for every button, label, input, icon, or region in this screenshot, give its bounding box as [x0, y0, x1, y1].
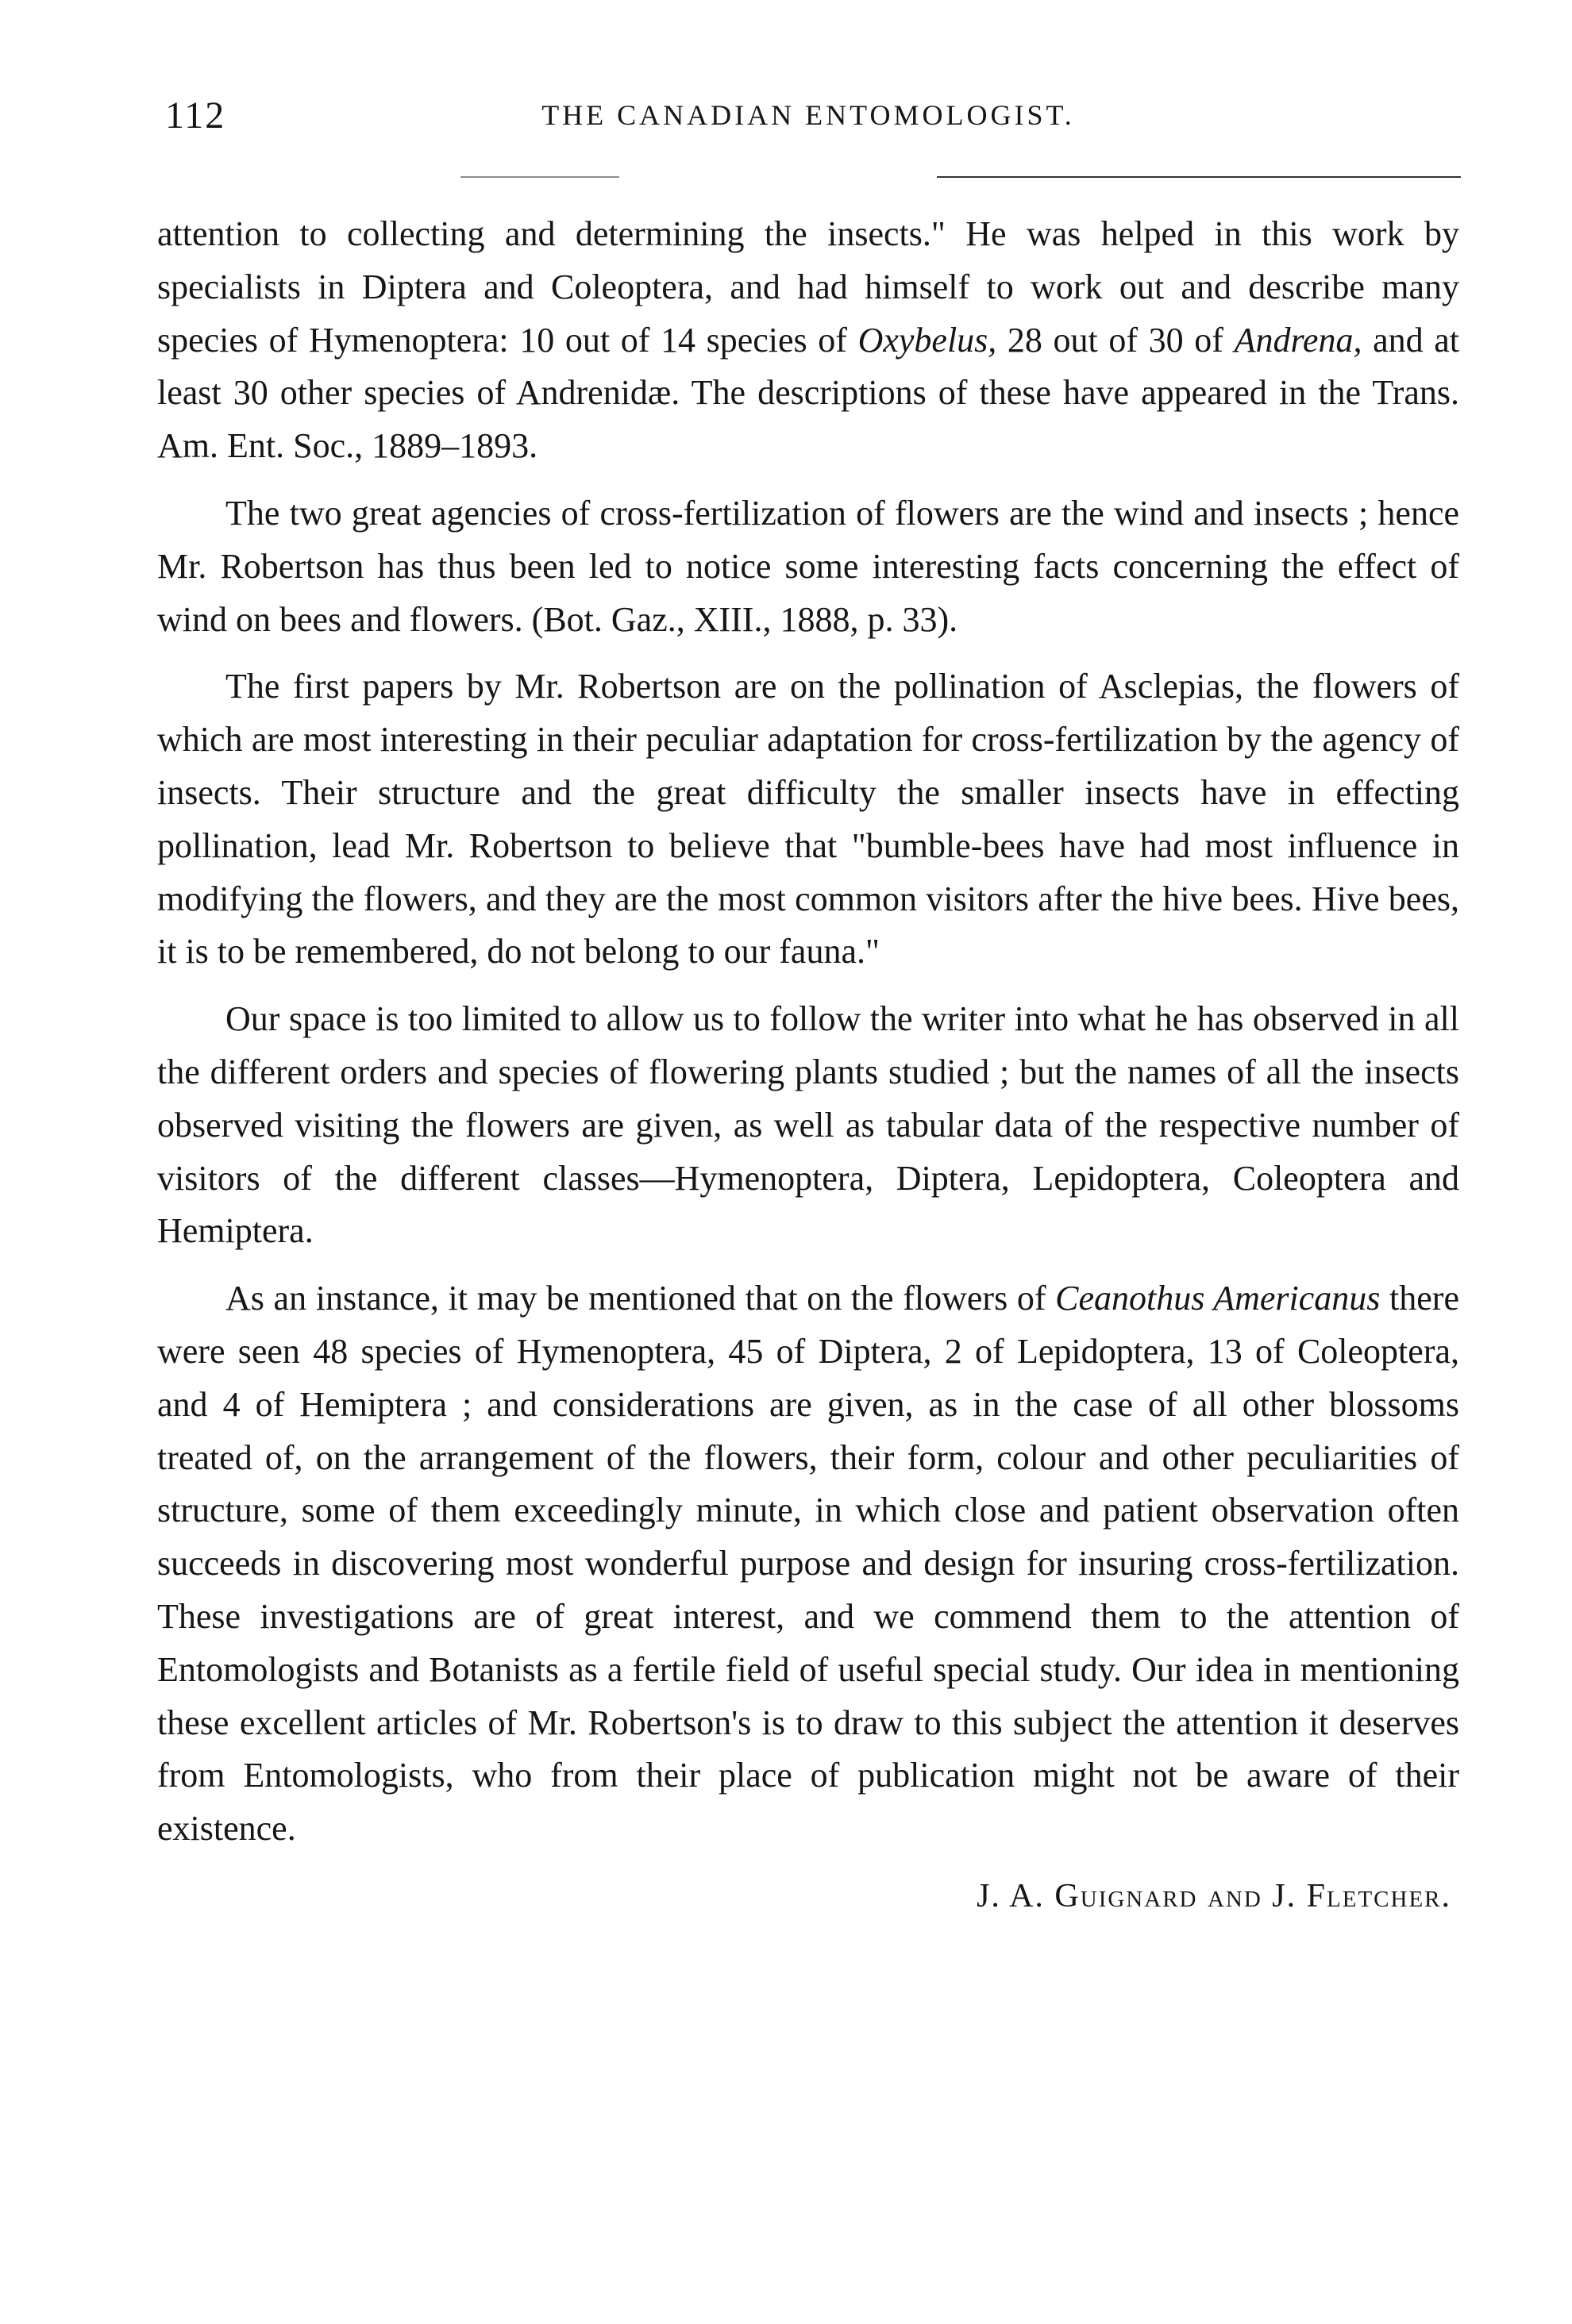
italic-taxon-name: Oxybelus,	[857, 320, 997, 360]
paragraph-text: The first papers by Mr. Robertson are on the pollination of Asclepias, the flowers of which are most interesting in their peculiar adaptation for cross-fertilization by the agency of insects. Their structure and the great difficulty the smaller insects have in effecting pollination, lead Mr. Robertson to believe that "bumble-bees have had most influence in modifying the flowers, and they are the most common visitors after the hive bees. Hive bees, it is to be remembered, do not belong to our fauna."	[157, 667, 1459, 972]
body-paragraph	[157, 208, 1459, 473]
body-paragraph	[157, 1272, 1459, 1856]
page-header	[157, 94, 1459, 149]
paragraph-text: and at least 30 other species of Andrenidæ. The descriptions of these have appeared in the Trans. Am. Ent. Soc., 1889–1893.	[157, 320, 1459, 466]
paragraph-text: there were seen 48 species of Hymenoptera, 45 of Diptera, 2 of Lepidoptera, 13 of Coleoptera, and 4 of Hemiptera ; and considerations are given, as in the case of all other blossoms treated of, on the arrangement of the flowers, their form, colour and other peculiarities of structure, some of them exceedingly minute, in which close and patient observation often succeeds in discovering most wonderful purpose and design for insuring cross-fertilization. These investigations are of great interest, and we commend them to the attention of Entomologists and Botanists as a fertile field of useful special study. Our idea in mentioning these excellent articles of Mr. Robertson's is to draw to this subject the attention it deserves from Entomologists, who from their place of publication might not be aware of their existence.	[157, 1279, 1459, 1849]
author-signature: J. A. Guignard and J. Fletcher.	[977, 1877, 1451, 1914]
paragraph-text: Our space is too limited to allow us to follow the writer into what he has observed in all the different orders and species of flowering plants studied ; but the names of all the insects observed visiting the flowers are given, as well as tabular data of the respective number of visitors of the different classes—Hymenoptera, Diptera, Lepidoptera, Coleoptera and Hemiptera.	[157, 999, 1459, 1251]
paragraph-text: The two great agencies of cross-fertilization of flowers are the wind and insects ; hence Mr. Robertson has thus been led to notice some interesting facts concerning the effect of wind on bees and flowers. (Bot. Gaz., XIII., 1888, p. 33).	[157, 493, 1459, 639]
italic-taxon-name: Ceanothus Americanus	[1055, 1279, 1381, 1318]
paragraph-text: 28 out of 30 of	[996, 320, 1235, 360]
header-rule-right	[937, 176, 1461, 178]
page-number: 112	[165, 94, 226, 137]
running-title: THE CANADIAN ENTOMOLOGIST.	[541, 99, 1075, 131]
article-body	[157, 208, 1459, 1923]
body-paragraph	[157, 660, 1459, 979]
body-paragraph	[157, 487, 1459, 646]
paragraph-text: attention to collecting and determining the insects." He was helped in this work by specialists in Diptera and Coleoptera, and had himself to work out and describe many species of Hymenoptera: 10 out of 14 species of	[157, 214, 1459, 360]
italic-taxon-name: Andrena,	[1234, 320, 1362, 360]
paragraph-text: As an instance, it may be mentioned that on the flowers of	[225, 1279, 1056, 1318]
header-rule-left	[460, 176, 619, 178]
body-paragraph	[157, 993, 1459, 1258]
